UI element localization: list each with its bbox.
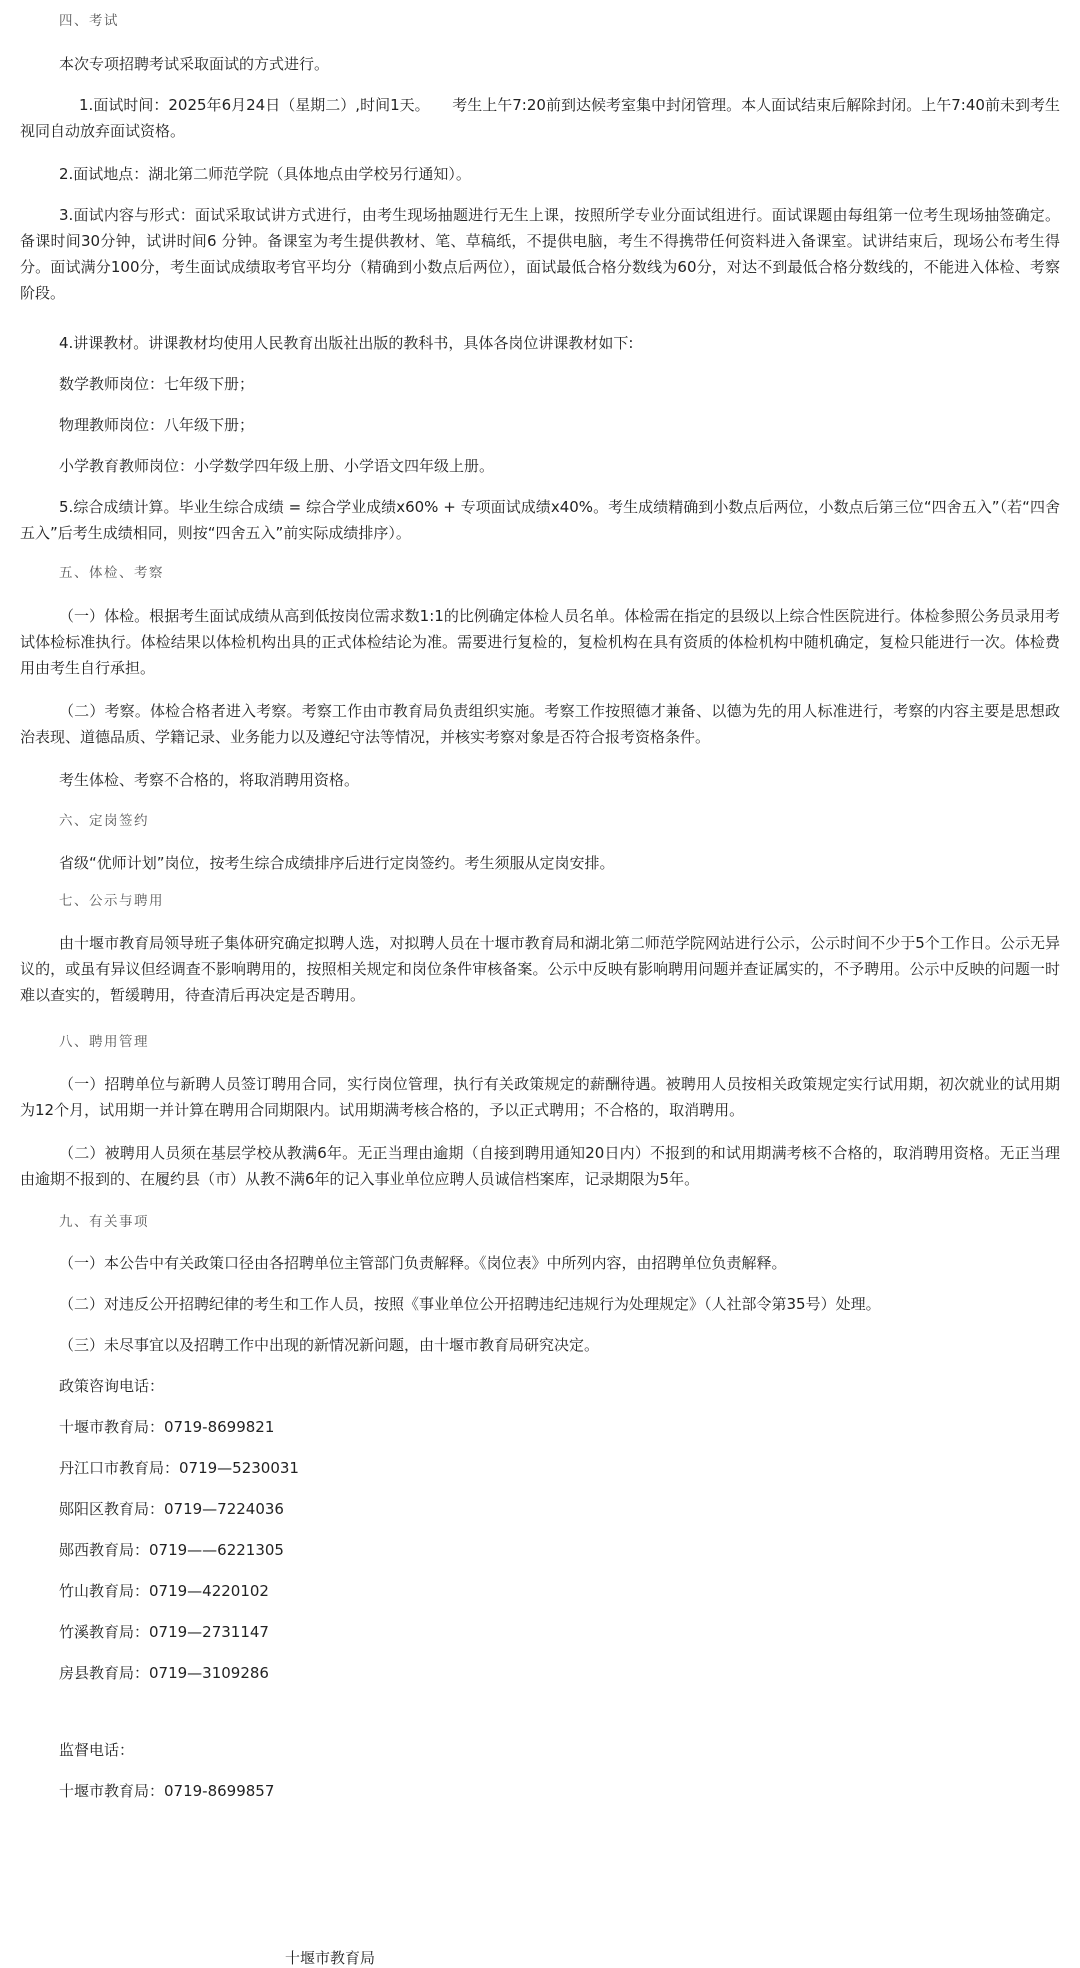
inspection-paragraph: （二）考察。体检合格者进入考察。考察工作由市教育局负责组织实施。考察工作按照德才兼备、以德为先的用人标准进行，考察的内容主要是思想政治表现、道德品质、学籍记录、业务能力以及遵纪守法等情况，并核实考察对象是否符合报考资格条件。	[20, 702, 1060, 746]
issuer-signature: 十堰市教育局	[285, 1949, 376, 1967]
section-heading-exam: 四、考试	[59, 13, 119, 29]
announcement-paragraph: 由十堰市教育局领导班子集体研究确定拟聘人选，对拟聘人员在十堰市教育局和湖北第二师范学院网站进行公示，公示时间不少于5个工作日。公示无异议的，或虽有异议但经调查不影响聘用的，按照相关规定和岗位条件审核备案。公示中反映有影响聘用问题并查证属实的，不予聘用。公示中反映的问题一时难以查实的，暂缓聘用，待查清后再决定是否聘用。	[20, 934, 1060, 1004]
policy-hotline-title: 政策咨询电话：	[59, 1377, 165, 1395]
contact-item: 丹江口市教育局：0719—5230031	[59, 1459, 299, 1477]
policy-interpretation-paragraph: （一）本公告中有关政策口径由各招聘单位主管部门负责解释。《岗位表》中所列内容，由招聘单位负责解释。	[59, 1254, 787, 1272]
physics-textbook-item: 物理教师岗位：八年级下册；	[59, 416, 255, 434]
exam-location-paragraph: 2.面试地点：湖北第二师范学院（具体地点由学校另行通知）。	[59, 165, 471, 183]
contact-item: 十堰市教育局：0719-8699821	[59, 1418, 275, 1436]
supervision-hotline-title: 监督电话：	[59, 1741, 135, 1759]
other-matters-paragraph: （三）未尽事宜以及招聘工作中出现的新情况新问题，由十堰市教育局研究决定。	[59, 1336, 600, 1354]
math-textbook-item: 数学教师岗位：七年级下册；	[59, 375, 255, 393]
exam-textbook-paragraph: 4.讲课教材。讲课教材均使用人民教育出版社出版的教科书，具体各岗位讲课教材如下:	[59, 334, 634, 352]
supervision-contact: 十堰市教育局：0719-8699857	[59, 1782, 275, 1800]
contact-item: 郧阳区教育局：0719—7224036	[59, 1500, 284, 1518]
section-heading-check: 五、体检、考察	[59, 565, 164, 581]
section-heading-matters: 九、有关事项	[59, 1214, 149, 1230]
score-calculation-paragraph: 5.综合成绩计算。毕业生综合成绩 = 综合学业成绩x60% + 专项面试成绩x40%。考生成绩精确到小数点后两位，小数点后第三位“四舍五入”（若“四舍五入”后考生成绩相同，则按“四舍五入”前实际成绩排序）。	[20, 498, 1060, 542]
disqualification-paragraph: 考生体检、考察不合格的，将取消聘用资格。	[59, 771, 360, 789]
exam-content-paragraph: 3.面试内容与形式：面试采取试讲方式进行，由考生现场抽题进行无生上课，按照所学专业分面试组进行。面试课题由每组第一位考生现场抽签确定。备课时间30分钟，试讲时间6 分钟。备课室为考生提供教材、笔、草稿纸，不提供电脑，考生不得携带任何资料进入备课室。试讲结束后，现场公布考生得分。面试满分100分，考生面试成绩取考官平均分（精确到小数点后两位），面试最低合格分数线为60分，对达不到最低合格分数线的，不能进入体检、考察阶段。	[20, 206, 1060, 302]
primary-textbook-item: 小学教育教师岗位：小学数学四年级上册、小学语文四年级上册。	[59, 457, 495, 475]
exam-intro: 本次专项招聘考试采取面试的方式进行。	[59, 55, 330, 73]
contact-item: 房县教育局：0719—3109286	[59, 1664, 269, 1682]
post-signing-paragraph: 省级“优师计划”岗位，按考生综合成绩排序后进行定岗签约。考生须服从定岗安排。	[59, 854, 615, 872]
section-heading-post: 六、定岗签约	[59, 813, 149, 829]
contact-item: 竹溪教育局：0719—2731147	[59, 1623, 269, 1641]
contact-item: 郧西教育局：0719——6221305	[59, 1541, 284, 1559]
service-term-paragraph: （二）被聘用人员须在基层学校从教满6年。无正当理由逾期（自接到聘用通知20日内）不报到的和试用期满考核不合格的，取消聘用资格。无正当理由逾期不报到的、在履约县（市）从教不满6年的记入事业单位应聘人员诚信档案库，记录期限为5年。	[20, 1144, 1060, 1188]
physical-exam-paragraph: （一）体检。根据考生面试成绩从高到低按岗位需求数1:1的比例确定体检人员名单。体检需在指定的县级以上综合性医院进行。体检参照公务员录用考试体检标准执行。体检结果以体检机构出具的正式体检结论为准。需要进行复检的，复检机构在具有资质的体检机构中随机确定，复检只能进行一次。体检费用由考生自行承担。	[20, 607, 1060, 677]
section-heading-announce: 七、公示与聘用	[59, 893, 164, 909]
section-heading-manage: 八、聘用管理	[59, 1034, 149, 1050]
contact-item: 竹山教育局：0719—4220102	[59, 1582, 269, 1600]
discipline-paragraph: （二）对违反公开招聘纪律的考生和工作人员，按照《事业单位公开招聘违纪违规行为处理规定》（人社部令第35号）处理。	[59, 1295, 881, 1313]
exam-time-paragraph: 1.面试时间：2025年6月24日（星期二）,时间1天。 考生上午7:20前到达候考室集中封闭管理。本人面试结束后解除封闭。上午7:40前未到考生视同自动放弃面试资格。	[20, 96, 1060, 140]
contract-paragraph: （一）招聘单位与新聘人员签订聘用合同，实行岗位管理，执行有关政策规定的薪酬待遇。被聘用人员按相关政策规定实行试用期，初次就业的试用期为12个月，试用期一并计算在聘用合同期限内。试用期满考核合格的，予以正式聘用；不合格的，取消聘用。	[20, 1075, 1060, 1119]
